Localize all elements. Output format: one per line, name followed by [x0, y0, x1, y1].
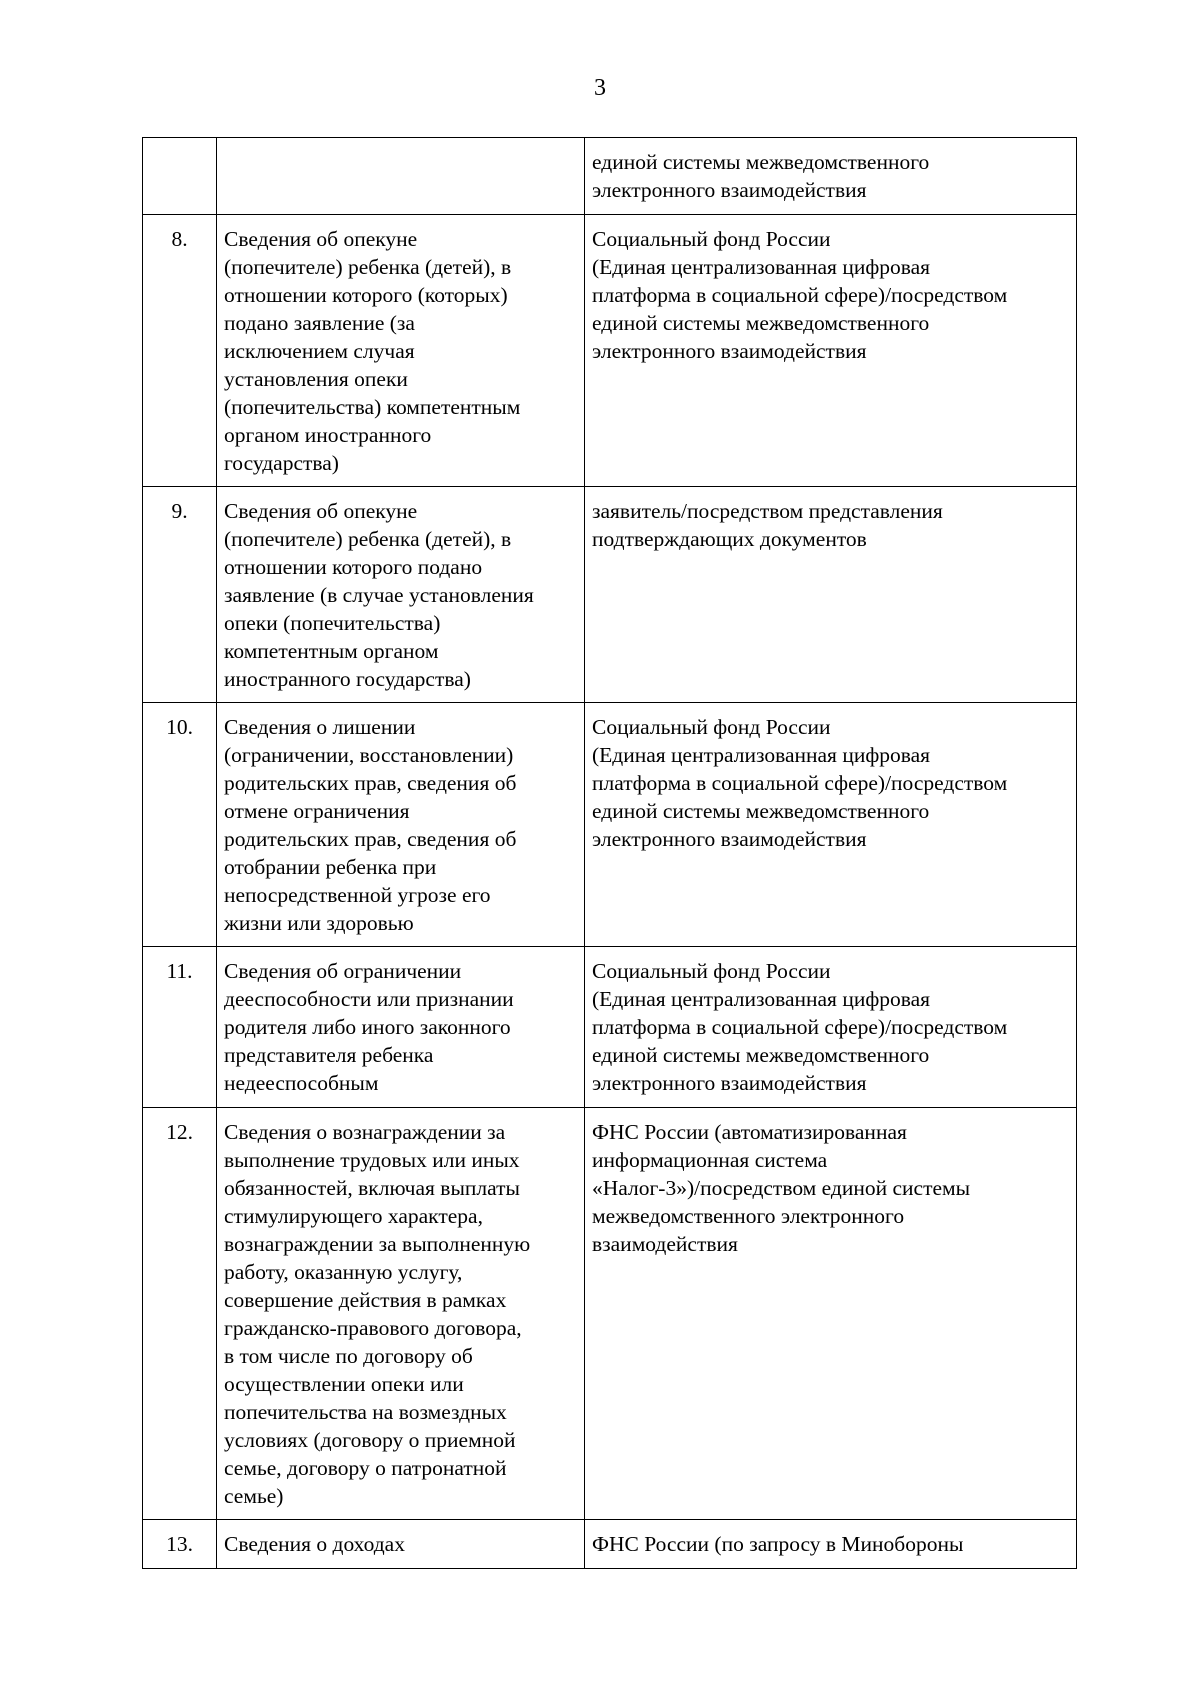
table-row	[143, 215, 1077, 487]
row-number	[143, 138, 217, 215]
info-cell	[217, 138, 585, 215]
row-number: 10.	[143, 703, 217, 947]
table-row	[143, 1108, 1077, 1520]
row-number: 13.	[143, 1520, 217, 1569]
info-cell: Сведения о вознаграждении за выполнение трудовых или иных обязанностей, включая выплаты стимулирующего характера, вознаграждении за выполненную работу, оказанную услугу, совершение действия в рамках гражданско-правового договора, в том числе по договору об осуществлении опеки или попечительства на возмездных условиях (договору о приемной семье, договору о патронатной семье)	[217, 1108, 585, 1520]
table-row	[143, 947, 1077, 1108]
info-cell: Сведения об опекуне (попечителе) ребенка (детей), в отношении которого (которых) подано заявление (за исключением случая установления опеки (попечительства) компетентным органом иностранного государства)	[217, 215, 585, 487]
table-row	[143, 1520, 1077, 1569]
source-cell: единой системы межведомственного электронного взаимодействия	[585, 138, 1077, 215]
table-row	[143, 487, 1077, 703]
table-row	[143, 138, 1077, 215]
info-cell: Сведения о доходах	[217, 1520, 585, 1569]
table-row	[143, 703, 1077, 947]
row-number: 11.	[143, 947, 217, 1108]
page-number: 3	[594, 75, 606, 101]
row-number: 12.	[143, 1108, 217, 1520]
document-table	[142, 137, 1077, 1569]
info-cell: Сведения об ограничении дееспособности или признании родителя либо иного законного представителя ребенка недееспособным	[217, 947, 585, 1108]
info-cell: Сведения об опекуне (попечителе) ребенка (детей), в отношении которого подано заявление (в случае установления опеки (попечительства) компетентным органом иностранного государства)	[217, 487, 585, 703]
source-cell: Социальный фонд России (Единая централизованная цифровая платформа в социальной сфере)/посредством единой системы межведомственного электронного взаимодействия	[585, 703, 1077, 947]
source-cell: ФНС России (по запросу в Минобороны	[585, 1520, 1077, 1569]
source-cell: ФНС России (автоматизированная информационная система «Налог-3»)/посредством единой системы межведомственного электронного взаимодействия	[585, 1108, 1077, 1520]
source-cell: Социальный фонд России (Единая централизованная цифровая платформа в социальной сфере)/посредством единой системы межведомственного электронного взаимодействия	[585, 215, 1077, 487]
source-cell: Социальный фонд России (Единая централизованная цифровая платформа в социальной сфере)/посредством единой системы межведомственного электронного взаимодействия	[585, 947, 1077, 1108]
row-number: 8.	[143, 215, 217, 487]
row-number: 9.	[143, 487, 217, 703]
source-cell: заявитель/посредством представления подтверждающих документов	[585, 487, 1077, 703]
info-cell: Сведения о лишении (ограничении, восстановлении) родительских прав, сведения об отмене ограничения родительских прав, сведения об отобрании ребенка при непосредственной угрозе его жизни или здоровью	[217, 703, 585, 947]
